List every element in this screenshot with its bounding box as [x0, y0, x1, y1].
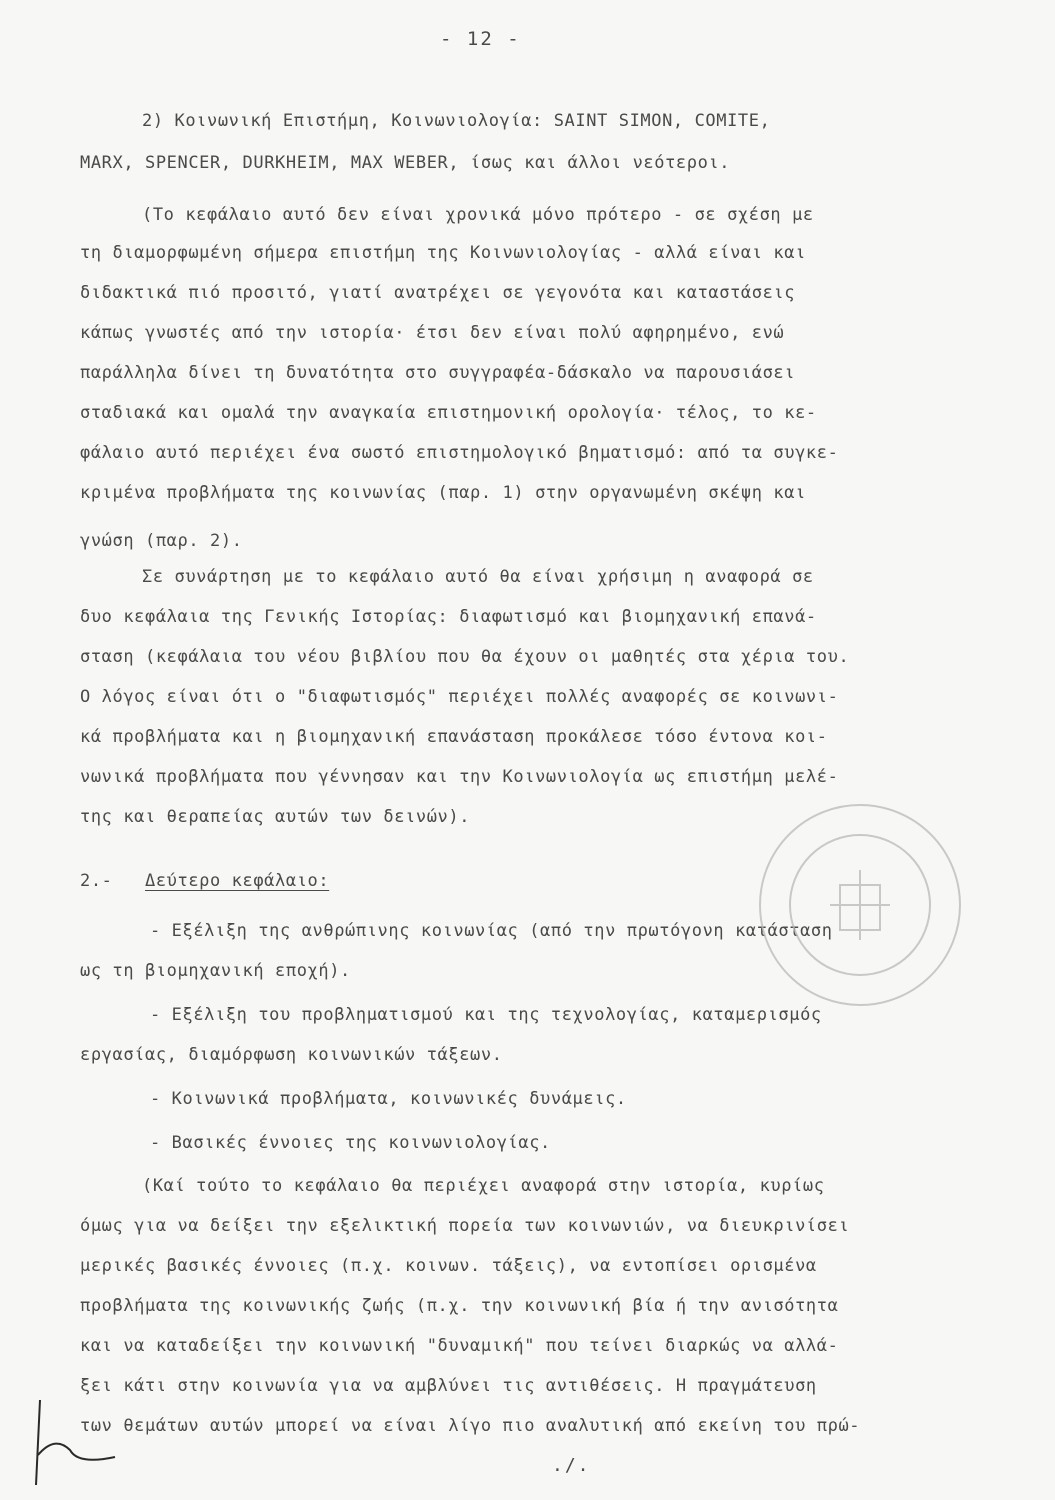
text-line: ως τη βιομηχανική εποχή).: [80, 961, 351, 981]
text-line: γνώση (παρ. 2).: [80, 531, 243, 551]
continuation-mark: ./.: [552, 1455, 591, 1476]
text-line: ξει κάτι στην κοινωνία για να αμβλύνει τις αντιθέσεις. Η πραγμάτευση: [80, 1376, 817, 1396]
section-heading: Δεύτερο κεφάλαιο:: [145, 871, 330, 891]
text-line: της και θεραπείας αυτών των δεινών).: [80, 807, 471, 827]
text-line: παράλληλα δίνει τη δυνατότητα στο συγγραφέα-δάσκαλο να παρουσιάσει: [80, 363, 796, 383]
text-line: μερικές βασικές έννοιες (π.χ. κοινων. τάξεις), να εντοπίσει ορισμένα: [80, 1256, 817, 1276]
text-line: των θεμάτων αυτών μπορεί να είναι λίγο πιο αναλυτική από εκείνη του πρώ-: [80, 1416, 861, 1436]
bullet-item: - Εξέλιξη του προβληματισμού και της τεχνολογίας, καταμερισμός: [150, 1005, 822, 1025]
text-line: 2) Κοινωνική Επιστήμη, Κοινωνιολογία: SAINT SIMON, COMITE,: [142, 111, 771, 131]
text-line: και να καταδείξει την κοινωνική "δυναμική" που τείνει διαρκώς να αλλά-: [80, 1336, 839, 1356]
text-line: σταση (κεφάλαια του νέου βιβλίου που θα έχουν οι μαθητές στα χέρια του.: [80, 647, 850, 667]
official-stamp-icon: [740, 790, 980, 1020]
text-line: διδακτικά πιό προσιτό, γιατί ανατρέχει σε γεγονότα και καταστάσεις: [80, 283, 796, 303]
section-number: 2.-: [80, 871, 113, 891]
text-line: δυο κεφάλαια της Γενικής Ιστορίας: διαφωτισμό και βιομηχανική επανά-: [80, 607, 817, 627]
text-line: όμως για να δείξει την εξελικτική πορεία των κοινωνιών, να διευκρινίσει: [80, 1216, 850, 1236]
text-line: σταδιακά και ομαλά την αναγκαία επιστημονική ορολογία· τέλος, το κε-: [80, 403, 817, 423]
text-line: (Καί τούτο το κεφάλαιο θα περιέχει αναφορά στην ιστορία, κυρίως: [142, 1176, 825, 1196]
bullet-item: - Εξέλιξη της ανθρώπινης κοινωνίας (από την πρωτόγονη κατάσταση: [150, 921, 833, 941]
page-number: - 12 -: [440, 28, 521, 50]
text-line: MARX, SPENCER, DURKHEIM, MAX WEBER, ίσως και άλλοι νεότεροι.: [80, 153, 731, 173]
text-line: (Το κεφάλαιο αυτό δεν είναι χρονικά μόνο πρότερο - σε σχέση με: [142, 205, 814, 225]
text-line: κάπως γνωστές από την ιστορία· έτσι δεν είναι πολύ αφηρημένο, ενώ: [80, 323, 785, 343]
text-line: κά προβλήματα και η βιομηχανική επανάσταση προκάλεσε τόσο έντονα κοι-: [80, 727, 828, 747]
handwritten-signature-icon: [20, 1395, 120, 1495]
text-line: κριμένα προβλήματα της κοινωνίας (παρ. 1) στην οργανωμένη σκέψη και: [80, 483, 806, 503]
text-line: φάλαιο αυτό περιέχει ένα σωστό επιστημολογικό βηματισμό: από τα συγκε-: [80, 443, 839, 463]
bullet-item: - Κοινωνικά προβλήματα, κοινωνικές δυνάμεις.: [150, 1089, 627, 1109]
text-line: νωνικά προβλήματα που γέννησαν και την Κοινωνιολογία ως επιστήμη μελέ-: [80, 767, 839, 787]
bullet-item: - Βασικές έννοιες της κοινωνιολογίας.: [150, 1133, 551, 1153]
text-line: εργασίας, διαμόρφωση κοινωνικών τάξεων.: [80, 1045, 503, 1065]
text-line: Σε συνάρτηση με το κεφάλαιο αυτό θα είναι χρήσιμη η αναφορά σε: [142, 567, 814, 587]
text-line: τη διαμορφωμένη σήμερα επιστήμη της Κοινωνιολογίας - αλλά είναι και: [80, 243, 806, 263]
text-line: Ο λόγος είναι ότι ο "διαφωτισμός" περιέχει πολλές αναφορές σε κοινωνι-: [80, 687, 839, 707]
text-line: προβλήματα της κοινωνικής ζωής (π.χ. την κοινωνική βία ή την ανισότητα: [80, 1296, 839, 1316]
